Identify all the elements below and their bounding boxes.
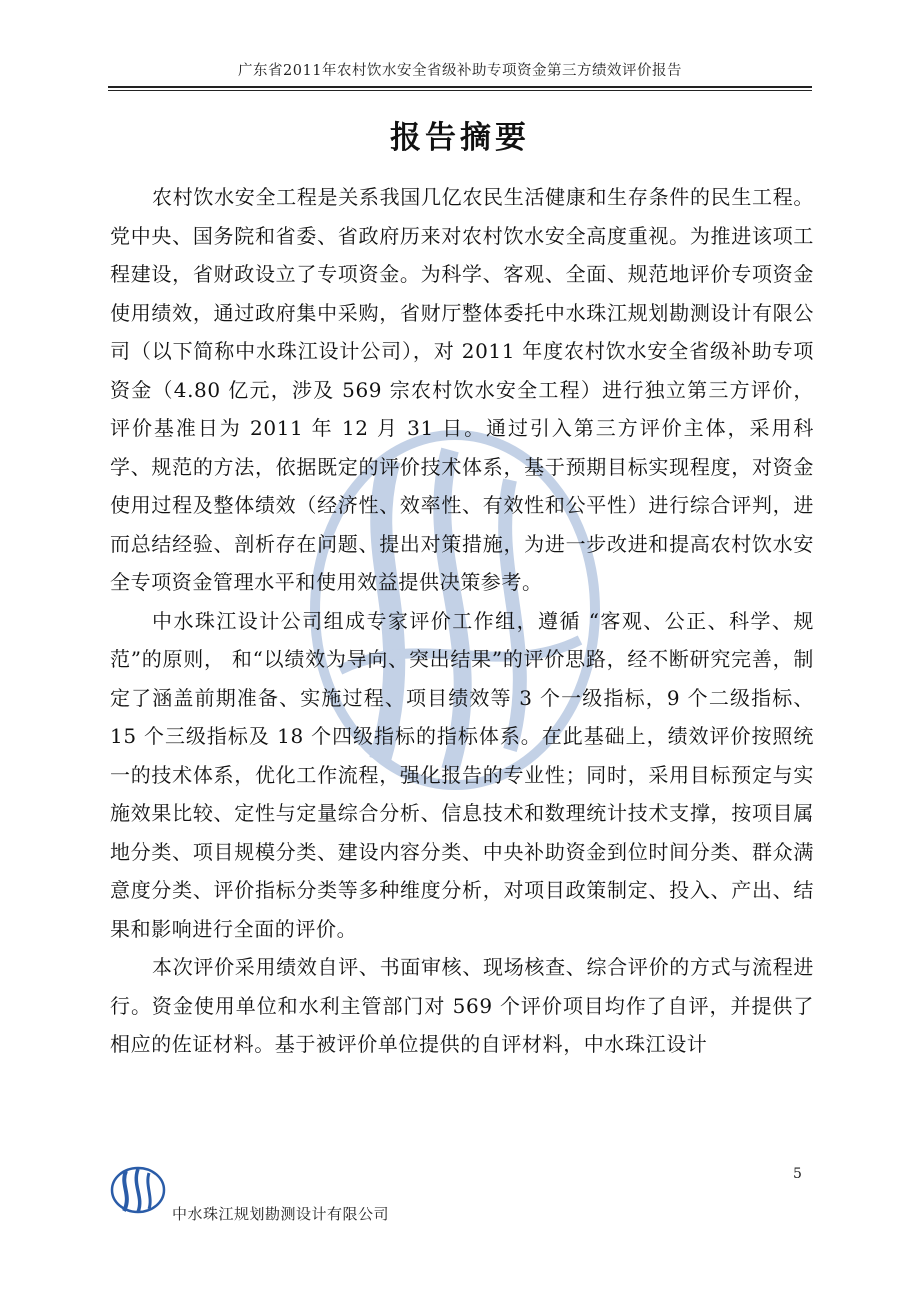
running-header: 广东省2011年农村饮水安全省级补助专项资金第三方绩效评价报告 [238,63,682,79]
header-rule-thin [108,90,812,91]
paragraph-2: 中水珠江设计公司组成专家评价工作组，遵循 “客观、公正、科学、规范”的原则， 和“以绩效为导向、突出结果”的评价思路，经不断研究完善，制定了涵盖前期准备、实施过程、项目绩效等 3 个一级指标，9 个二级指标、15 个三级指标及 18 个四级指标的指标体系。在此基础上，绩效评价按照统一的技术体系，优化工作流程，强化报告的专业性；同时，采用目标预定与实施效果比较、定性与定量综合分析、信息技术和数理统计技术支撑，按项目属地分类、项目规模分类、建设内容分类、中央补助资金到位时间分类、群众满意度分类、评价指标分类等多种维度分析，对项目政策制定、投入、产出、结果和影响进行全面的评价。 [110,608,814,941]
summary-body [110,178,814,1064]
footer-company-name: 中水珠江规划勘测设计有限公司 [172,1205,390,1223]
header-rule [108,86,812,88]
paragraph-1: 农村饮水安全工程是关系我国几亿农民生活健康和生存条件的民生工程。党中央、国务院和省委、省政府历来对农村饮水安全高度重视。为推进该项工程建设，省财政设立了专项资金。为科学、客观、全面、规范地评价专项资金使用绩效，通过政府集中采购，省财厅整体委托中水珠江规划勘测设计有限公司（以下简称中水珠江设计公司），对 2011 年度农村饮水安全省级补助专项资金（4.80 亿元，涉及 569 宗农村饮水安全工程）进行独立第三方评价，评价基准日为 2011 年 12 月 31 日。通过引入第三方评价主体，采用科学、规范的方法，依据既定的评价技术体系，基于预期目标实现程度，对资金使用过程及整体绩效（经济性、效率性、有效性和公平性）进行综合评判，进而总结经验、剖析存在问题、提出对策措施，为进一步改进和提高农村饮水安全专项资金管理水平和使用效益提供决策参考。 [110,185,814,594]
company-logo-icon [108,1165,168,1215]
page-number: 5 [793,1166,802,1182]
paragraph-3: 本次评价采用绩效自评、书面审核、现场核查、综合评价的方式与流程进行。资金使用单位和水利主管部门对 569 个评价项目均作了自评，并提供了相应的佐证材料。基于被评价单位提供的自评材料，中水珠江设计 [110,955,814,1056]
page-title: 报告摘要 [390,120,530,156]
